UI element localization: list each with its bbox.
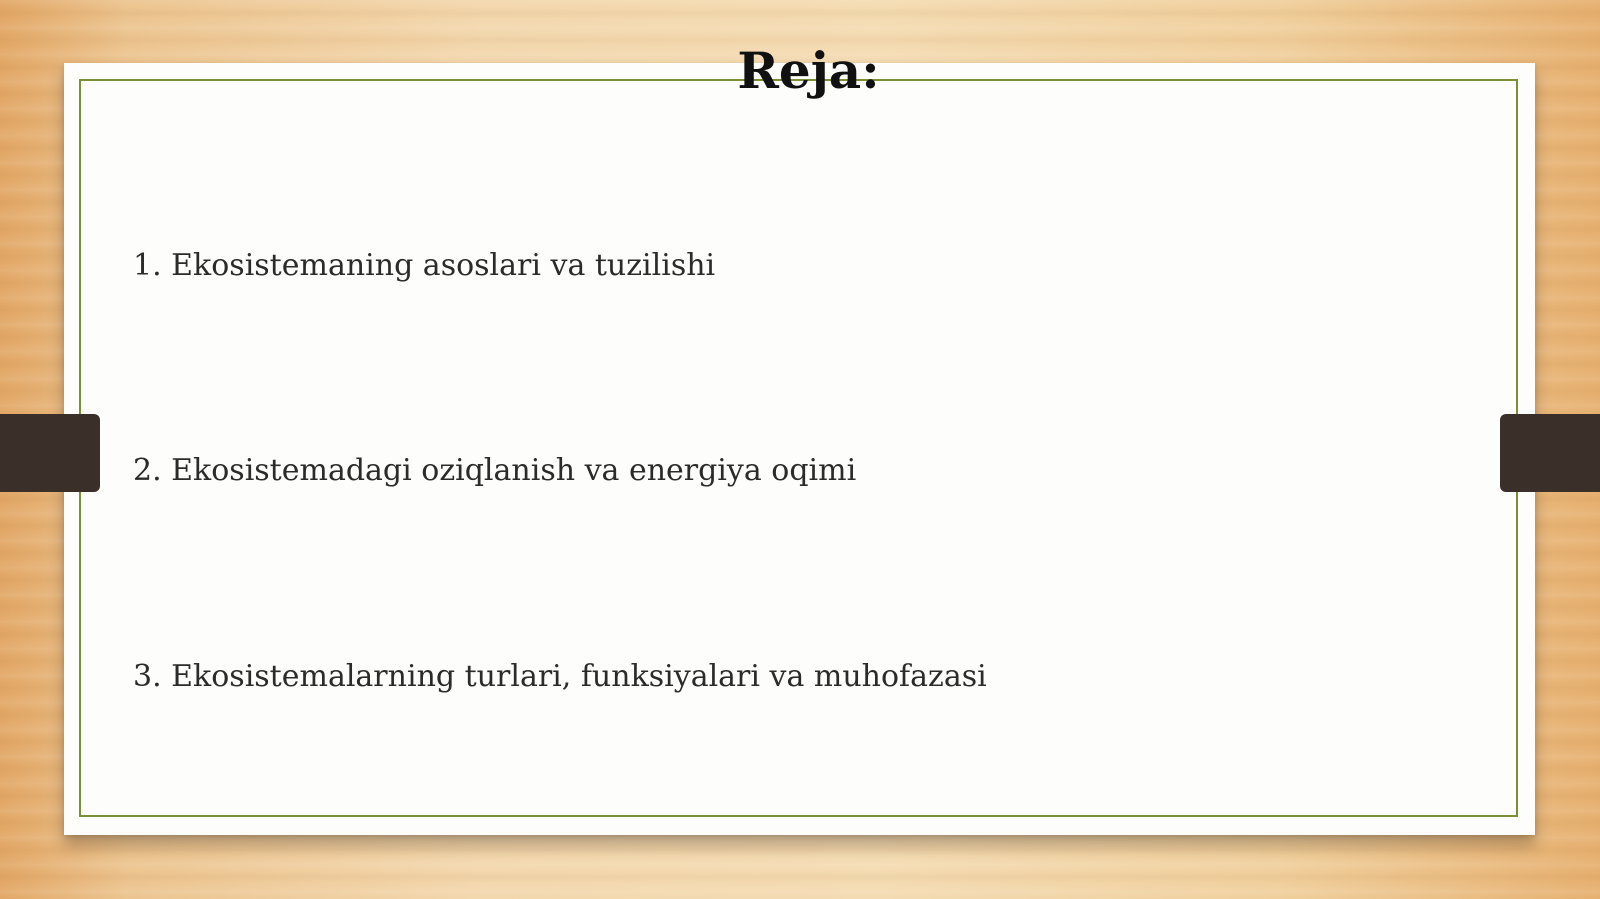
right-clip	[1500, 414, 1600, 492]
slide-title: Reja:	[737, 41, 880, 100]
plan-item-3: 3. Ekosistemalarning turlari, funksiyalari va muhofazasi	[133, 659, 987, 694]
plan-item-1: 1. Ekosistemaning asoslari va tuzilishi	[133, 248, 716, 283]
slide-card	[64, 63, 1535, 835]
plan-item-2: 2. Ekosistemadagi oziqlanish va energiya oqimi	[133, 453, 857, 488]
slide-frame	[79, 79, 1518, 817]
left-clip	[0, 414, 100, 492]
